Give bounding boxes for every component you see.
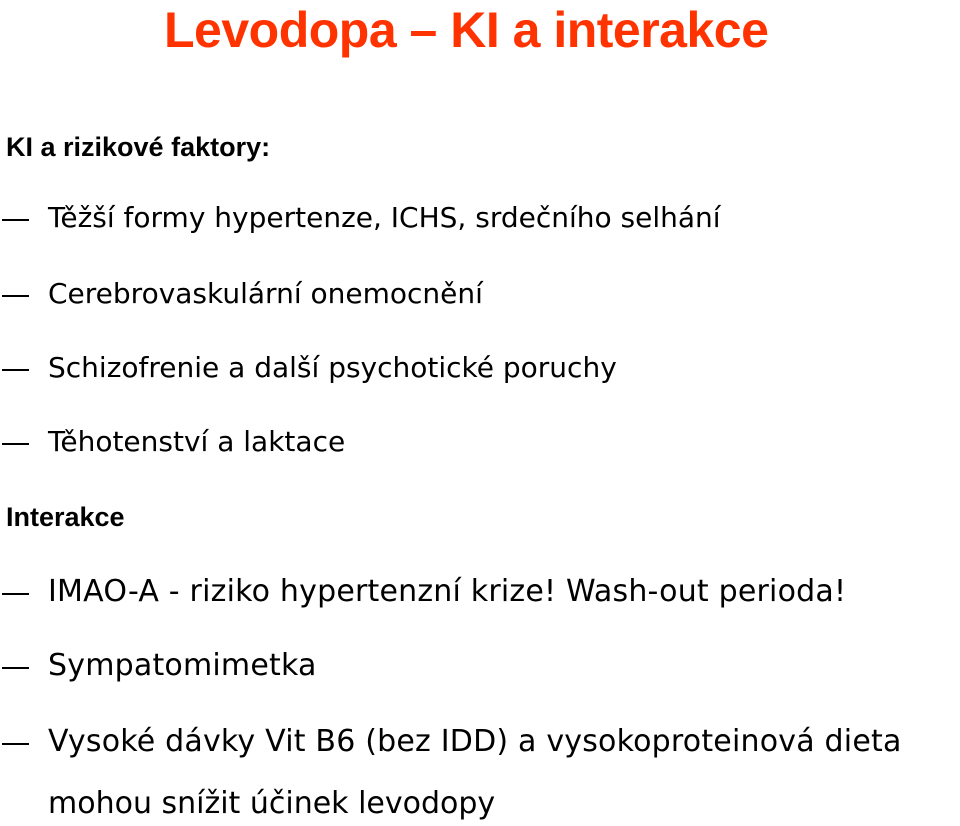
dash-bullet-icon [2, 295, 29, 297]
list-item [0, 572, 960, 612]
list-item-text: Těžší formy hypertenze, ICHS, srdečního selhání [48, 201, 721, 234]
list-item-continuation: mohou snížit účinek levodopy [48, 786, 496, 821]
dash-bullet-icon [2, 667, 29, 669]
section-heading-contraindications: KI a rizikové faktory: [6, 132, 271, 162]
list-item-text: IMAO-A - riziko hypertenzní krize! Wash-out perioda! [48, 574, 847, 609]
list-item-text: Sympatomimetka [48, 648, 317, 683]
dash-bullet-icon [2, 369, 29, 371]
list-item-text: Těhotenství a laktace [48, 425, 346, 458]
list-item [0, 646, 960, 686]
list-item-text: Schizofrenie a další psychotické poruchy [48, 351, 617, 384]
list-item [0, 422, 960, 462]
list-item [0, 722, 960, 762]
dash-bullet-icon [2, 219, 29, 221]
list-item [0, 274, 960, 314]
list-item-text: Vysoké dávky Vit B6 (bez IDD) a vysokoproteinová dieta [48, 724, 902, 759]
list-item [0, 198, 960, 238]
dash-bullet-icon [2, 443, 29, 445]
list-item [0, 348, 960, 388]
dash-bullet-icon [2, 743, 29, 745]
dash-bullet-icon [2, 593, 29, 595]
section-heading-interactions: Interakce [6, 502, 125, 532]
list-item-text: Cerebrovaskulární onemocnění [48, 277, 483, 310]
slide-title: Levodopa – KI a interakce [164, 2, 769, 58]
